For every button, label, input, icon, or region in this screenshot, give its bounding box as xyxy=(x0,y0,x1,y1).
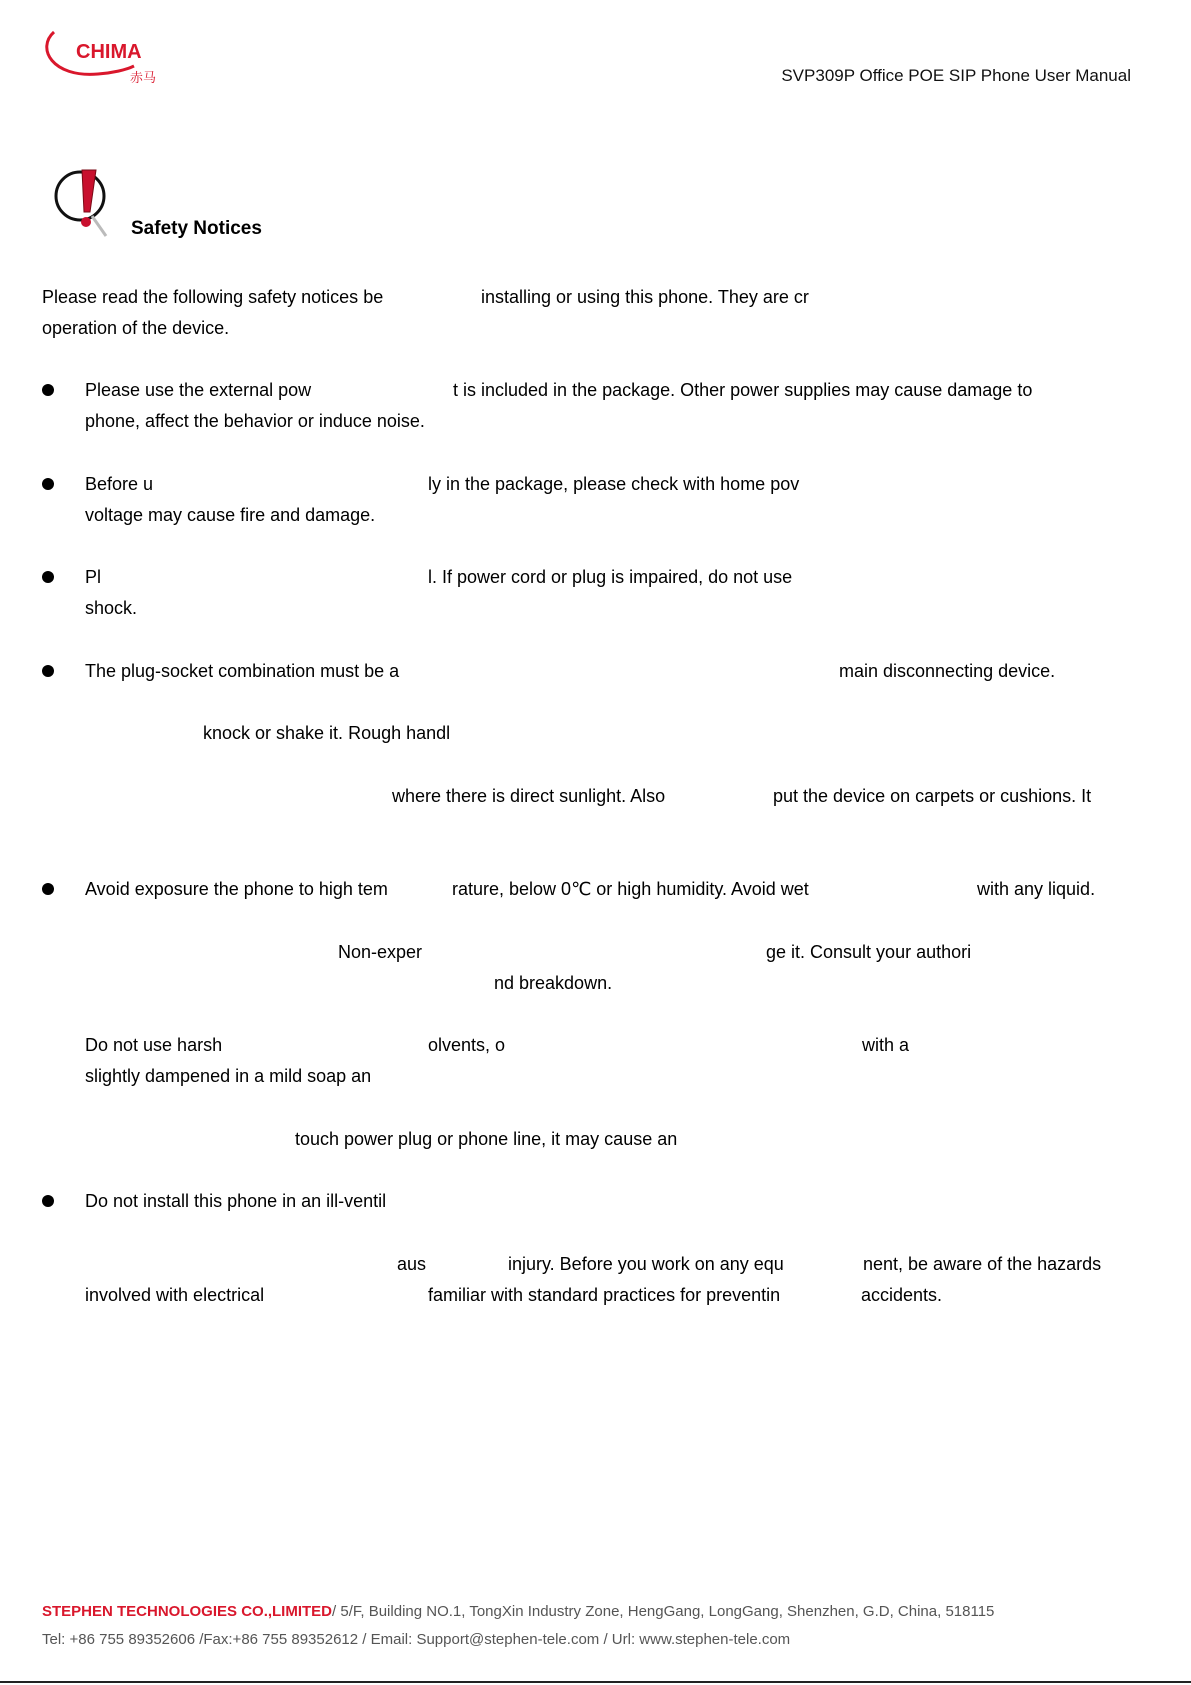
brand-name: CHIMA xyxy=(76,41,142,63)
notice-text: The plug-socket combination must be a xyxy=(85,661,400,681)
notice-text: Avoid exposure the phone to high tem xyxy=(85,879,388,899)
warning-icon xyxy=(52,166,114,238)
notice-text: Do not install this phone in an ill-ventil xyxy=(85,1191,387,1211)
notice-text: Non-exper xyxy=(338,942,423,962)
bullet-dot xyxy=(42,1195,54,1207)
notice-text: ly in the package, please check with home pov xyxy=(428,474,800,494)
notice-text: injury. Before you work on any equ xyxy=(508,1254,784,1274)
notice-text: accidents. xyxy=(861,1285,943,1305)
notice-text: aus xyxy=(397,1254,427,1274)
notice-text: voltage may cause fire and damage. xyxy=(85,505,376,525)
notice-text: with any liquid. xyxy=(977,879,1096,899)
notice-text: nent, be aware of the hazards xyxy=(863,1254,1102,1274)
footer-contact: Tel: +86 755 89352606 /Fax:+86 755 89352612 / Email: Support@stephen-tele.com / Url: www.stephen-tele.com xyxy=(42,1631,791,1648)
notice-text: Pl xyxy=(85,567,102,587)
notice-text: put the device on carpets or cushions. It xyxy=(773,786,1092,806)
notice-text: nd breakdown. xyxy=(494,973,613,993)
brand-sub: 赤马 xyxy=(130,71,157,86)
footer-address xyxy=(42,1603,994,1620)
intro-text: operation of the device. xyxy=(42,318,230,338)
notice-text: where there is direct sunlight. Also xyxy=(392,786,666,806)
doc-title: SVP309P Office POE SIP Phone User Manual xyxy=(781,66,1131,85)
notice-text: Do not use harsh xyxy=(85,1035,223,1055)
company-name: STEPHEN TECHNOLOGIES CO.,LIMITED xyxy=(42,1603,333,1620)
notice-text: rature, below 0℃ or high humidity. Avoid wet xyxy=(452,879,809,899)
intro-text: installing or using this phone. They are cr xyxy=(481,287,809,307)
bullet-dot xyxy=(42,665,54,677)
notice-text: ge it. Consult your authori xyxy=(766,942,972,962)
bullet-dot xyxy=(42,478,54,490)
bullet-dot xyxy=(42,384,54,396)
notice-text: Please use the external pow xyxy=(85,380,312,400)
intro-text: Please read the following safety notices be xyxy=(42,287,384,307)
notice-text: shock. xyxy=(85,598,138,618)
notice-text: touch power plug or phone line, it may cause an xyxy=(295,1129,678,1149)
notice-text: main disconnecting device. xyxy=(839,661,1056,681)
chima-logo xyxy=(42,26,172,88)
section-title: Safety Notices xyxy=(131,218,262,239)
notice-text: slightly dampened in a mild soap an xyxy=(85,1066,372,1086)
notice-text: with a xyxy=(862,1035,910,1055)
bullet-dot xyxy=(42,883,54,895)
bullet-dot xyxy=(42,571,54,583)
notice-text: l. If power cord or plug is impaired, do not use xyxy=(428,567,793,587)
notice-text: involved with electrical xyxy=(85,1285,265,1305)
notice-text: knock or shake it. Rough handl xyxy=(203,723,451,743)
notice-text: familiar with standard practices for preventin xyxy=(428,1285,781,1305)
notice-text: Before u xyxy=(85,474,154,494)
notice-text: phone, affect the behavior or induce noise. xyxy=(85,411,425,431)
address-text: / 5/F, Building NO.1, TongXin Industry Zone, HengGang, LongGang, Shenzhen, G.D, China, 518115 xyxy=(332,1603,995,1620)
notice-text: olvents, o xyxy=(428,1035,506,1055)
notice-text: t is included in the package. Other power supplies may cause damage to xyxy=(453,380,1033,400)
page-bottom-rule xyxy=(0,1681,1191,1683)
